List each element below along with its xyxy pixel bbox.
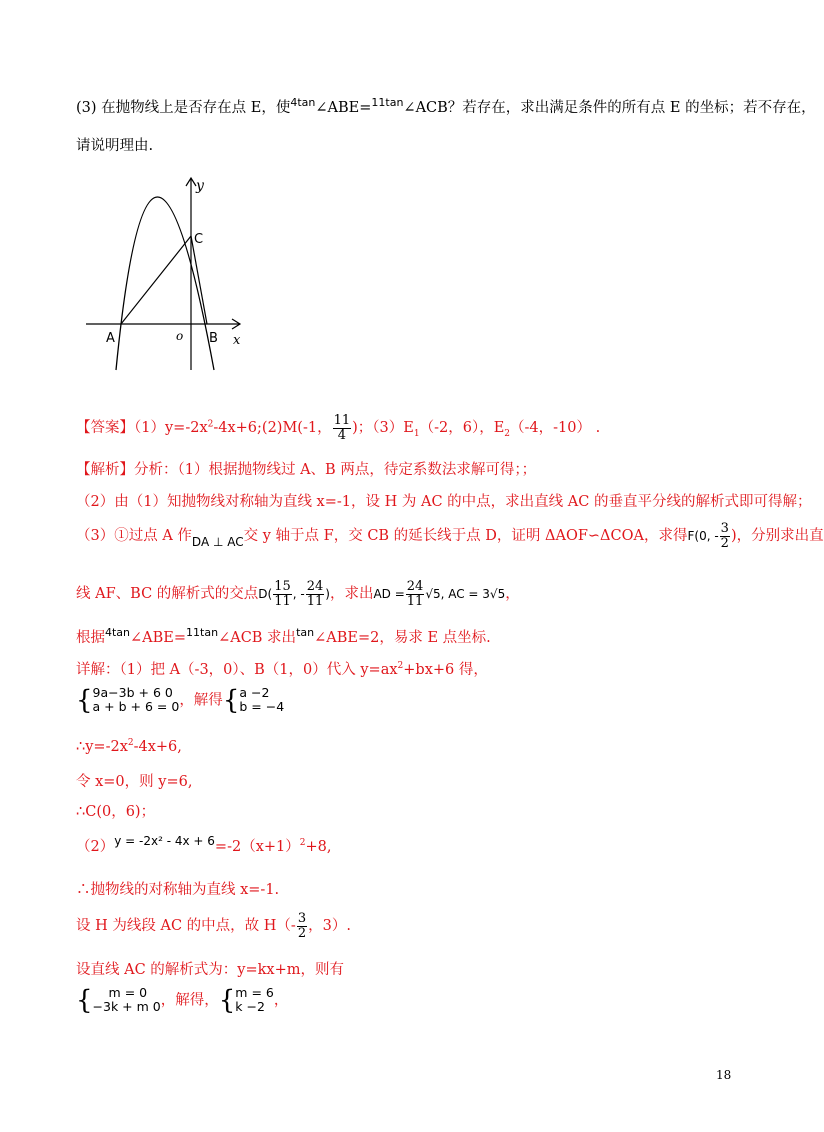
detail-text: +bx+6 得，: [403, 662, 488, 678]
page-number: 18: [716, 1068, 732, 1082]
answer-text: （-2，6），E: [419, 420, 505, 437]
analysis-line-2: （2）由（1）知抛物线对称轴为直线 x=-1，设 H 为 AC 的中点，求出直线 AC 的垂直平分线的解析式即可得解；: [76, 494, 812, 510]
numerator: 11: [333, 413, 351, 428]
fraction-24-11: [406, 580, 425, 608]
answer-text: )；（3）E: [352, 420, 414, 437]
fraction-3-2: [720, 522, 730, 550]
detail-text: ∴y=-2x: [76, 738, 128, 755]
answer-line: [76, 414, 600, 442]
detail-text: =-2（x+1）: [214, 839, 300, 855]
brace: {: [76, 985, 93, 1016]
formula-d: ): [325, 587, 330, 602]
point-b-label: B: [209, 331, 218, 346]
superscript: 2: [127, 738, 134, 748]
analysis-line-3: [76, 522, 824, 550]
equation: a + b + 6 = 0: [92, 699, 180, 715]
formula-11tan: 11tan: [371, 96, 404, 109]
analysis-text: 根据: [76, 630, 105, 646]
answer-text: （1）y=-2x: [134, 420, 208, 437]
brace: {: [222, 685, 240, 716]
analysis-text: （3）①过点 A 作: [76, 528, 192, 545]
equation: k −2: [235, 999, 265, 1015]
x-label: x: [233, 333, 241, 348]
detail-system-2: [76, 986, 288, 1015]
question-line-1: [76, 96, 816, 117]
y-label: y: [196, 178, 204, 194]
equation: m = 0: [108, 985, 148, 1000]
detail-text: -4x+6,: [133, 738, 182, 755]
denominator: 4: [337, 427, 346, 443]
detail-line-6: [76, 834, 331, 856]
subscript: 1: [413, 429, 420, 440]
analysis-line-5: [76, 626, 491, 647]
equation: a −2: [239, 685, 270, 700]
formula-y: y = -2x² - 4x + 6: [114, 834, 215, 848]
numerator: 24: [306, 579, 324, 594]
superscript: 2: [299, 838, 306, 849]
segment-cb: [191, 236, 207, 324]
formula-tan: tan: [296, 626, 315, 639]
formula-d: , -: [292, 587, 305, 602]
numerator: 3: [720, 521, 729, 536]
denominator: 11: [306, 593, 324, 609]
detail-text: 详解：（1）把 A（-3，0）、B（1，0）代入 y=ax: [76, 662, 398, 678]
detail-line-4: 令 x=0，则 y=6,: [76, 774, 193, 790]
detail-text: （2）: [76, 839, 115, 855]
detail-line-1: [76, 658, 488, 679]
analysis-text: 交 y 轴于点 F，交 CB 的延长线于点 D，证明 ΔAOF∽ΔCOA，求得: [243, 528, 688, 545]
analysis-line-1: [76, 458, 536, 479]
equation-system: [93, 686, 180, 715]
detail-line-7: ∴抛物线的对称轴为直线 x=-1.: [76, 882, 280, 898]
question-text: ∠ACB？若存在，求出满足条件的所有点 E 的坐标；若不存在，: [403, 100, 816, 116]
formula-4tan: 4tan: [290, 96, 316, 109]
analysis-text: 分析：（1）根据抛物线过 A、B 两点，待定系数法求解可得；；: [134, 462, 537, 478]
analysis-text: ∠ABE=: [130, 630, 187, 646]
detail-text: ，解得，: [160, 992, 219, 1009]
denominator: 11: [274, 593, 291, 609]
superscript: 2: [397, 661, 404, 672]
denominator: 2: [720, 535, 729, 551]
segment-ac: [121, 236, 191, 324]
detail-line-5: ∴C(0，6)；: [76, 804, 156, 820]
detail-line-3: [76, 738, 182, 755]
fraction-15-11: [273, 580, 292, 608]
numerator: 24: [406, 579, 424, 594]
analysis-text: 线 AF、BC 的解析式的交点: [76, 586, 259, 603]
detail-text: ，解得: [179, 692, 223, 709]
formula-11tan: 11tan: [186, 626, 219, 639]
analysis-text: ∠ABE=2，易求 E 点坐标.: [314, 630, 491, 646]
question-text: (3) 在抛物线上是否存在点 E，使: [76, 100, 291, 116]
brace: {: [218, 985, 236, 1016]
formula-ad: √5, AC = 3√5: [425, 587, 506, 602]
detail-text: +8,: [305, 839, 332, 855]
analysis-text: ，求出: [329, 586, 374, 603]
fraction-24-11: [306, 580, 325, 608]
analysis-tag: 【解析】: [76, 462, 134, 478]
detail-line-9: 设直线 AC 的解析式为：y=kx+m，则有: [76, 962, 344, 978]
detail-text: 设 H 为线段 AC 的中点，故 H（-: [76, 918, 296, 935]
analysis-text: )，分别求出直: [730, 528, 824, 545]
detail-text: ，3）.: [308, 918, 351, 935]
subscript: 2: [504, 429, 511, 440]
equation: −3k + m 0: [92, 999, 161, 1015]
equation: 9a−3b + 6 0: [92, 685, 173, 700]
brace: {: [76, 685, 93, 716]
formula-ad: AD =: [373, 587, 405, 602]
solution-system: [239, 686, 284, 715]
fraction-3-2: [297, 912, 307, 940]
detail-system-1: [76, 686, 284, 715]
analysis-text: ，: [505, 586, 520, 603]
question-text: ∠ABE=: [315, 100, 372, 116]
analysis-line-4: [76, 580, 520, 608]
formula-da-perp-ac: DA ⊥ AC: [191, 535, 244, 550]
detail-text: ，: [273, 992, 289, 1009]
solution-system: [235, 986, 274, 1015]
origin-label: o: [176, 329, 184, 343]
equation: b = −4: [239, 699, 285, 715]
formula-d: D(: [258, 587, 273, 602]
point-c-label: C: [194, 232, 204, 247]
formula-f: F(0, -: [687, 529, 719, 544]
equation: m = 6: [235, 985, 274, 1000]
superscript: 2: [207, 419, 214, 430]
answer-text: （-4，-10） .: [510, 420, 601, 437]
equation-system: [93, 986, 161, 1015]
formula-4tan: 4tan: [105, 626, 131, 639]
detail-line-8: [76, 912, 351, 940]
numerator: 3: [297, 911, 307, 926]
point-a-label: A: [106, 331, 115, 346]
analysis-text: ∠ACB 求出: [218, 630, 297, 646]
answer-text: -4x+6;(2)M(-1，: [213, 420, 332, 437]
question-line-2: 请说明理由.: [76, 138, 154, 154]
numerator: 15: [274, 579, 291, 594]
answer-tag: 【答案】: [76, 420, 134, 437]
fraction-11-4: [333, 414, 352, 442]
denominator: 2: [297, 925, 307, 941]
denominator: 11: [406, 593, 424, 609]
parabola-figure: [82, 164, 252, 374]
